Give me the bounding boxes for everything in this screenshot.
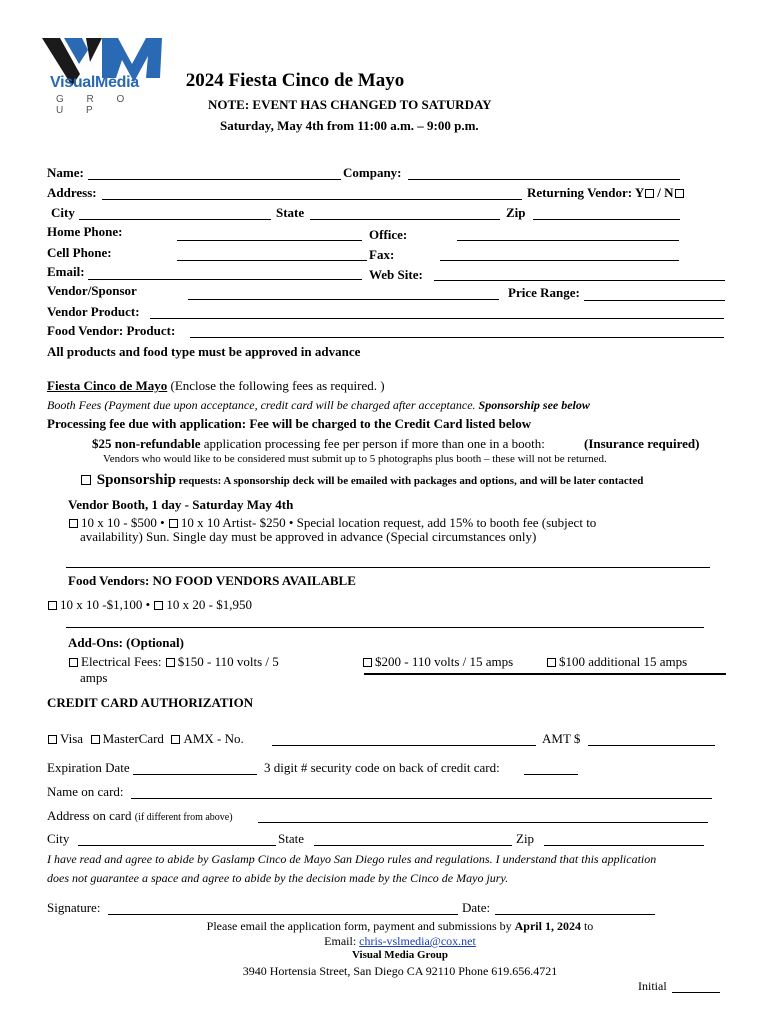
email-field[interactable] (88, 279, 362, 280)
initial-label: Initial (638, 979, 667, 993)
processing-fee-note: Processing fee due with application: Fee will be charged to the Credit Card listed below (47, 416, 532, 431)
food-product-field[interactable] (190, 337, 724, 338)
booth-fees-note: Booth Fees (Payment due upon acceptance, credit card will be charged after acceptance. Sponsorship see below (47, 398, 590, 412)
food-vendor-label: Food Vendor: Product: (47, 323, 176, 338)
addon-100-checkbox[interactable] (547, 658, 556, 667)
address-label: Address: (47, 185, 97, 200)
vendor-product-field[interactable] (150, 318, 724, 319)
card-state-field[interactable] (314, 845, 512, 846)
address-on-card-field[interactable] (258, 822, 708, 823)
addons-rule (364, 673, 726, 675)
booth-options-cont: availability) Sun. Single day must be approved in advance (Special circumstances only) (80, 529, 537, 544)
name-on-card-label: Name on card: (47, 784, 124, 799)
company-field[interactable] (408, 179, 680, 180)
address-on-card-label: Address on card (if different from above) (47, 808, 233, 823)
sponsorship-request: Sponsorship requests: A sponsorship deck will be emailed with packages and options, and will be later contacted (80, 472, 643, 489)
electrical-fee-3: $100 additional 15 amps (546, 654, 687, 670)
cell-phone-field[interactable] (177, 260, 367, 261)
price-range-field[interactable] (584, 300, 725, 301)
fees-heading: Fiesta Cinco de Mayo (Enclose the following fees as required. ) (47, 378, 385, 393)
address-field[interactable] (102, 199, 522, 200)
website-label: Web Site: (369, 267, 423, 282)
electrical-checkbox[interactable] (69, 658, 78, 667)
office-field[interactable] (457, 240, 679, 241)
electrical-fee-2: $200 - 110 volts / 15 amps (362, 654, 513, 670)
booth-10x10-checkbox[interactable] (69, 519, 78, 528)
vendor-booth-heading: Vendor Booth, 1 day - Saturday May 4th (68, 497, 294, 512)
card-type-row: Visa MasterCard AMX - No. (47, 731, 244, 747)
vendor-sponsor-field[interactable] (188, 299, 499, 300)
contact-email: Email: chris-vslmedia@cox.net (324, 934, 476, 948)
home-phone-field[interactable] (177, 240, 362, 241)
food-10x10-checkbox[interactable] (48, 601, 57, 610)
credit-card-heading: CREDIT CARD AUTHORIZATION (47, 695, 254, 710)
addon-200-checkbox[interactable] (363, 658, 372, 667)
initial-field[interactable] (672, 992, 720, 993)
name-on-card-field[interactable] (131, 798, 712, 799)
vendor-sponsor-label: Vendor/Sponsor (47, 283, 137, 298)
returning-yes-checkbox[interactable] (645, 189, 654, 198)
amount-label: AMT $ (542, 731, 581, 746)
nonrefundable-fee: $25 non-refundable application processing fee per person if more than one in a booth: (92, 436, 545, 451)
agreement-line-2: does not guarantee a space and agree to abide by the decision made by the Cinco de Mayo jury. (47, 871, 509, 885)
name-label: Name: (47, 165, 84, 180)
vendor-product-label: Vendor Product: (47, 304, 140, 319)
company-label: Company: (343, 165, 402, 180)
date-label: Date: (462, 900, 491, 915)
card-state-label: State (278, 831, 304, 846)
food-10x20-checkbox[interactable] (154, 601, 163, 610)
email-link[interactable]: chris-vslmedia@cox.net (359, 934, 476, 948)
state-field[interactable] (310, 219, 500, 220)
returning-vendor: Returning Vendor: Y / N (527, 185, 687, 201)
security-code-label: 3 digit # security code on back of credit card: (264, 760, 500, 775)
price-range-label: Price Range: (508, 285, 580, 300)
food-options: 10 x 10 -$1,100 • 10 x 20 - $1,950 (47, 597, 252, 613)
state-label: State (276, 205, 305, 220)
date-field[interactable] (495, 914, 655, 915)
name-field[interactable] (88, 179, 341, 180)
insurance-required: (Insurance required) (584, 436, 700, 451)
email-label: Email: (47, 264, 85, 279)
website-field[interactable] (434, 280, 725, 281)
amx-checkbox[interactable] (171, 735, 180, 744)
visa-checkbox[interactable] (48, 735, 57, 744)
electrical-fee-1-cont: amps (80, 670, 108, 685)
electrical-fee-1: Electrical Fees: $150 - 110 volts / 5 (68, 654, 279, 670)
booth-options: 10 x 10 - $500 • 10 x 10 Artist- $250 • Special location request, add 15% to booth fee (subject to (68, 515, 596, 531)
approval-note: All products and food type must be approved in advance (47, 344, 361, 359)
card-city-label: City (47, 831, 70, 846)
addons-heading: Add-Ons: (Optional) (68, 635, 184, 650)
zip-field[interactable] (533, 219, 680, 220)
expiration-field[interactable] (133, 774, 257, 775)
food-vendors-heading: Food Vendors: NO FOOD VENDORS AVAILABLE (68, 573, 356, 588)
booth-artist-checkbox[interactable] (169, 519, 178, 528)
zip-label: Zip (506, 205, 526, 220)
event-date: Saturday, May 4th from 11:00 a.m. – 9:00 p.m. (220, 118, 479, 133)
page-title: 2024 Fiesta Cinco de Mayo (185, 70, 405, 91)
submission-instructions: Please email the application form, payment and submissions by April 1, 2024 to (206, 919, 594, 933)
footer-org: Visual Media Group (352, 949, 448, 961)
agreement-line-1: I have read and agree to abide by Gaslamp Cinco de Mayo San Diego rules and regulations. I understand that this application (47, 852, 657, 866)
signature-field[interactable] (108, 914, 458, 915)
card-zip-field[interactable] (544, 845, 704, 846)
signature-label: Signature: (47, 900, 101, 915)
card-number-field[interactable] (272, 745, 536, 746)
logo-wordmark: VisualMedia (50, 74, 139, 91)
photos-note: Vendors who would like to be considered must submit up to 5 photographs plus booth – these will not be returned. (103, 453, 607, 465)
city-field[interactable] (79, 219, 271, 220)
office-label: Office: (369, 227, 408, 242)
expiration-label: Expiration Date (47, 760, 130, 775)
card-city-field[interactable] (78, 845, 276, 846)
cell-phone-label: Cell Phone: (47, 245, 112, 260)
logo-group-text: G R O U P (56, 94, 135, 116)
home-phone-label: Home Phone: (47, 224, 123, 239)
returning-no-checkbox[interactable] (675, 189, 684, 198)
addon-150-checkbox[interactable] (166, 658, 175, 667)
amount-field[interactable] (588, 745, 715, 746)
card-zip-label: Zip (516, 831, 535, 846)
food-divider (66, 627, 704, 628)
footer-address: 3940 Hortensia Street, San Diego CA 92110 Phone 619.656.4721 (242, 964, 558, 978)
mastercard-checkbox[interactable] (91, 735, 100, 744)
event-change-note: NOTE: EVENT HAS CHANGED TO SATURDAY (208, 97, 492, 112)
security-code-field[interactable] (524, 774, 578, 775)
city-label: City (51, 205, 75, 220)
booth-divider (66, 567, 710, 568)
sponsorship-checkbox[interactable] (81, 475, 91, 485)
fax-label: Fax: (369, 247, 395, 262)
fax-field[interactable] (440, 260, 679, 261)
